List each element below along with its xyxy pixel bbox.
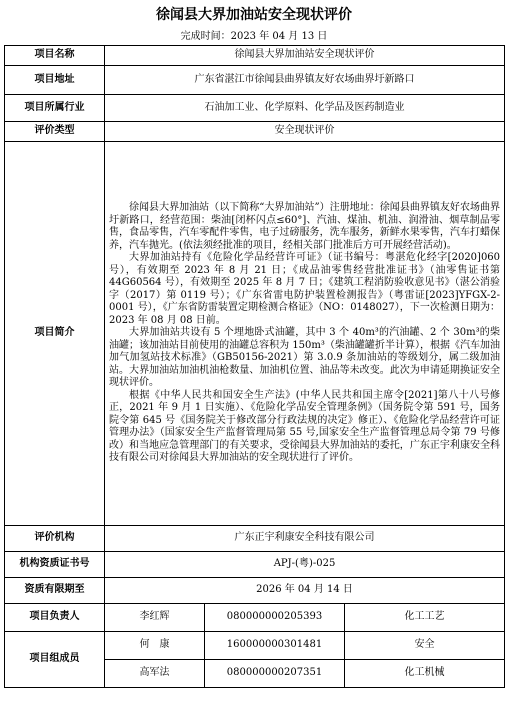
project-name-value: 徐闻县大界加油站安全现状评价 bbox=[105, 46, 505, 66]
eval-type-label: 评价类型 bbox=[5, 122, 105, 142]
row-agency bbox=[5, 526, 505, 552]
row-industry bbox=[5, 95, 505, 122]
member-cert: 080000000207351 bbox=[205, 660, 345, 688]
leader-cert: 080000000205393 bbox=[205, 604, 345, 632]
project-address-value: 广东省湛江市徐闻县曲界镇友好农场曲界圩新路口 bbox=[105, 66, 505, 95]
intro-text bbox=[105, 142, 505, 526]
industry-value: 石油加工业、化学原料、化学品及医药制造业 bbox=[105, 95, 505, 122]
leader-field: 化工工艺 bbox=[345, 604, 505, 632]
leader-name: 李红辉 bbox=[105, 604, 205, 632]
intro-paragraph: 大界加油站共设有 5 个埋地卧式油罐，其中 3 个 40m³的汽油罐、2 个 30m³的柴油罐；该加油站目前使用的油罐总容积为 150m³（柴油罐罐折半计算），根据《汽车加油加气加氢站技术标准》（GB50156-2021）第 3.0.9 条加油站的等级划分，属二级加油站。大界加油站加油机油枪数量、加油机位置、油品等未改变。此次为申请延期换证安全现状评价。 bbox=[109, 327, 501, 389]
row-eval-type bbox=[5, 122, 505, 142]
completion-date: 完成时间：2023 年 04 月 13 日 bbox=[180, 31, 328, 42]
cert-no-value: APJ-(粤)-025 bbox=[105, 552, 505, 578]
project-info-table bbox=[4, 45, 505, 688]
validity-label: 资质有限期至 bbox=[5, 578, 105, 604]
row-member bbox=[5, 632, 505, 660]
cert-no-label: 机构资质证书号 bbox=[5, 552, 105, 578]
intro-paragraph: 根据《中华人民共和国安全生产法》(中华人民共和国主席令[2021]第八十八号修正，2021 年 9 月 1 日实施）、《危险化学品安全管理条例》（国务院令第 591 号，国务院令第 645 号《国务院关于修改部分行政法规的决定》修正）、《危险化学品经营许可证管理办法》（国家安全生产监督管理局第 55 号,国家安全生产监督管理总局令第 79 号修改）和当地应急管理部门的有关要求，受徐闻县大界加油站的委托，广东正宇利康安全科技有限公司对徐闻县大界加油站的安全现状进行了评价。 bbox=[109, 389, 501, 464]
member-name: 何 康 bbox=[105, 632, 205, 660]
industry-label: 项目所属行业 bbox=[5, 95, 105, 122]
row-leader bbox=[5, 604, 505, 632]
row-cert-no bbox=[5, 552, 505, 578]
validity-value: 2026 年 04 月 14 日 bbox=[105, 578, 505, 604]
member-field: 安全 bbox=[345, 632, 505, 660]
member-cert: 160000000301481 bbox=[205, 632, 345, 660]
row-validity bbox=[5, 578, 505, 604]
intro-paragraph: 大界加油站持有《危险化学品经营许可证》（证书编号：粤湛危化经字[2020]060 号），有效期至 2023 年 8 月 21 日；《成品油零售经营批准证书》（油零售证书第 44G60564 号），有效期至 2025 年 8 月 7 日；《建筑工程消防验收意见书》（湛公消验字（2017）第 0119 号）；《广东省雷电防护装置检测报告》（粤雷证[2023]YFGX-2-0001 号），《广东省防雷装置定期检测合格证》（NO：0148027），下一次检测日期为：2023 年 08 月 08 日前。 bbox=[109, 252, 501, 326]
agency-value: 广东正宇利康安全科技有限公司 bbox=[105, 526, 505, 552]
intro-label: 项目简介 bbox=[5, 142, 105, 526]
row-intro bbox=[5, 142, 505, 526]
project-name-label: 项目名称 bbox=[5, 46, 105, 66]
member-name: 高军法 bbox=[105, 660, 205, 688]
row-project-name bbox=[5, 46, 505, 66]
members-label: 项目组成员 bbox=[5, 632, 105, 688]
intro-paragraph: 徐闻县大界加油站（以下简称“大界加油站”）注册地址：徐闻县曲界镇友好农场曲界圩新路口，经营范围：柴油[闭杯闪点≤60°]、汽油、煤油、机油、润滑油、烟草制品零售，食品零售，汽车零配件零售，电子过磅服务，洗车服务，新鲜水果零售，汽车打蜡保养，汽车抛光。(依法须经批准的项目，经相关部门批准后方可开展经营活动)。 bbox=[109, 202, 501, 251]
leader-label: 项目负责人 bbox=[5, 604, 105, 632]
eval-type-value: 安全现状评价 bbox=[105, 122, 505, 142]
member-field: 化工机械 bbox=[345, 660, 505, 688]
agency-label: 评价机构 bbox=[5, 526, 105, 552]
document-title: 徐闻县大界加油站安全现状评价 bbox=[156, 7, 352, 23]
row-project-address bbox=[5, 66, 505, 95]
project-address-label: 项目地址 bbox=[5, 66, 105, 95]
